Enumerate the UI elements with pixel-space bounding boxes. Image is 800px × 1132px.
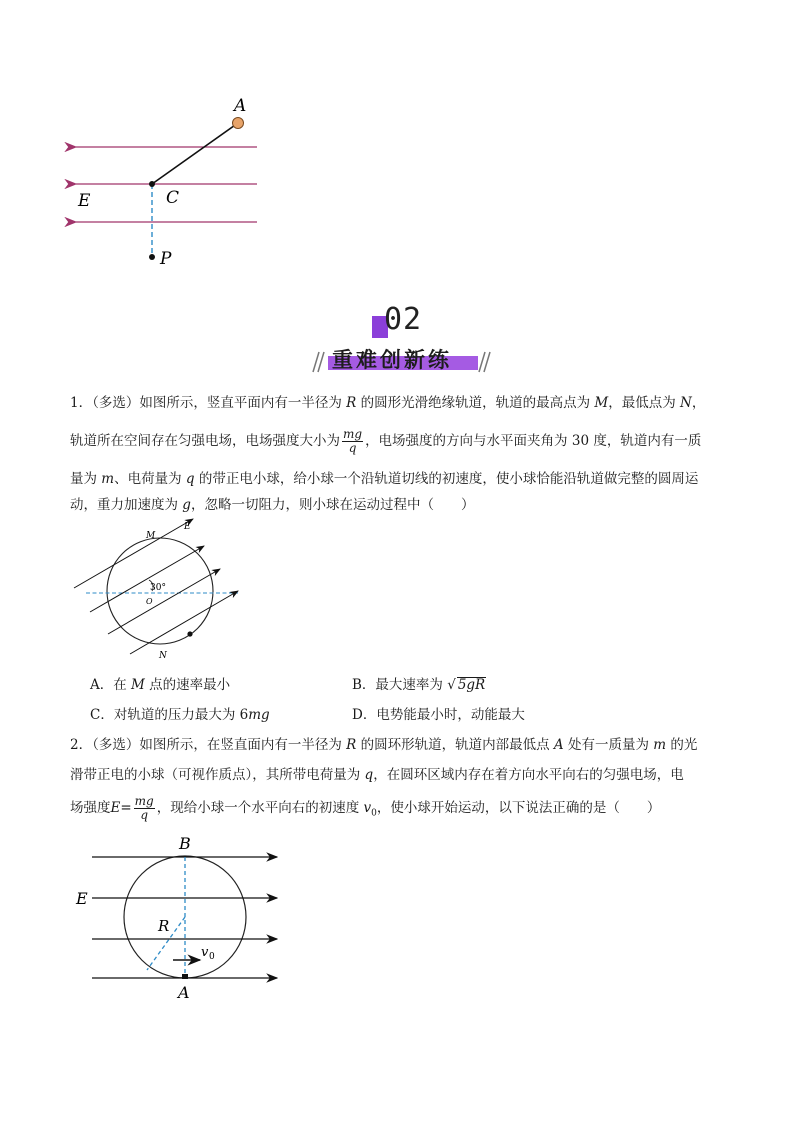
q2-line-3: 场强度E= $\frac{mg}{q}$ ，现给小球一个水平向右的初速度 $v_0$，使小球开始运动，以下说法正确的是（ ） (70, 794, 661, 822)
q2-label-a: A (178, 983, 190, 1002)
q1-label-n: N (159, 651, 167, 661)
q2-label-r: R (158, 917, 170, 935)
q1-fraction: $\frac{mg}{q}$ (343, 427, 363, 455)
q1-option-a[interactable]: A．在 M 点的速率最小 (90, 677, 231, 693)
q1-label-m: M (146, 531, 156, 541)
banner-number: 02 (384, 302, 423, 337)
q2-label-v: v (201, 945, 209, 960)
q2-fraction: $\frac{mg}{q}$ (134, 794, 154, 822)
banner-title: 重难创新练 (332, 348, 452, 372)
q1-label-o: O (146, 597, 153, 606)
q1-label-e: E (184, 522, 191, 532)
q2-line-1: 2．（多选）如图所示，在竖直面内有一半径为 R 的圆环形轨道，轨道内部最低点 A 处有一质量为 m 的光 (70, 737, 698, 753)
q1-line-4: 动，重力加速度为 g，忽略一切阻力，则小球在运动过程中（ ） (70, 497, 475, 513)
q1-label-angle: 30° (150, 583, 166, 593)
q2-figure-ring-track (70, 830, 290, 1005)
q1-line-1: 1．（多选）如图所示，竖直平面内有一半径为 R 的圆形光滑绝缘轨道，轨道的最高点为 M，最低点为 N， (70, 395, 706, 411)
sqrt-sign-icon: √ (447, 677, 456, 693)
q2-label-v-sub: 0 (209, 952, 215, 962)
q2-label-e: E (76, 889, 88, 908)
section-banner (310, 302, 490, 382)
q2-line-2: 滑带正电的小球（可视作质点），其所带电荷量为 q，在圆环区域内存在着方向水平向右的匀强电场，电 (70, 767, 684, 783)
label-p: P (160, 249, 172, 269)
q1-line-3: 量为 m、电荷量为 q 的带正电小球，给小球一个沿轨道切线的初速度，使小球恰能沿轨道做完整的圆周运 (70, 471, 699, 487)
q1-option-d[interactable]: D．电势能最小时，动能最大 (352, 707, 525, 723)
label-c: C (166, 188, 180, 208)
figure-1-electric-field (60, 90, 280, 280)
q1-option-b[interactable]: B．最大速率为 √ 5gR (352, 677, 486, 693)
q1-line-2: 轨道所在空间存在匀强电场，电场强度大小为 $\frac{mg}{q}$ ，电场强度的方向与水平面夹角为 30 度，轨道内有一质 (70, 427, 702, 455)
q2-label-b: B (179, 834, 191, 853)
q1-figure-circular-track (70, 518, 250, 662)
label-e: E (78, 191, 91, 211)
q1-option-c[interactable]: C．对轨道的压力最大为 6mg (90, 707, 270, 723)
banner-slash-left (310, 348, 326, 374)
banner-slash-right (476, 348, 492, 374)
label-a: A (234, 96, 247, 116)
